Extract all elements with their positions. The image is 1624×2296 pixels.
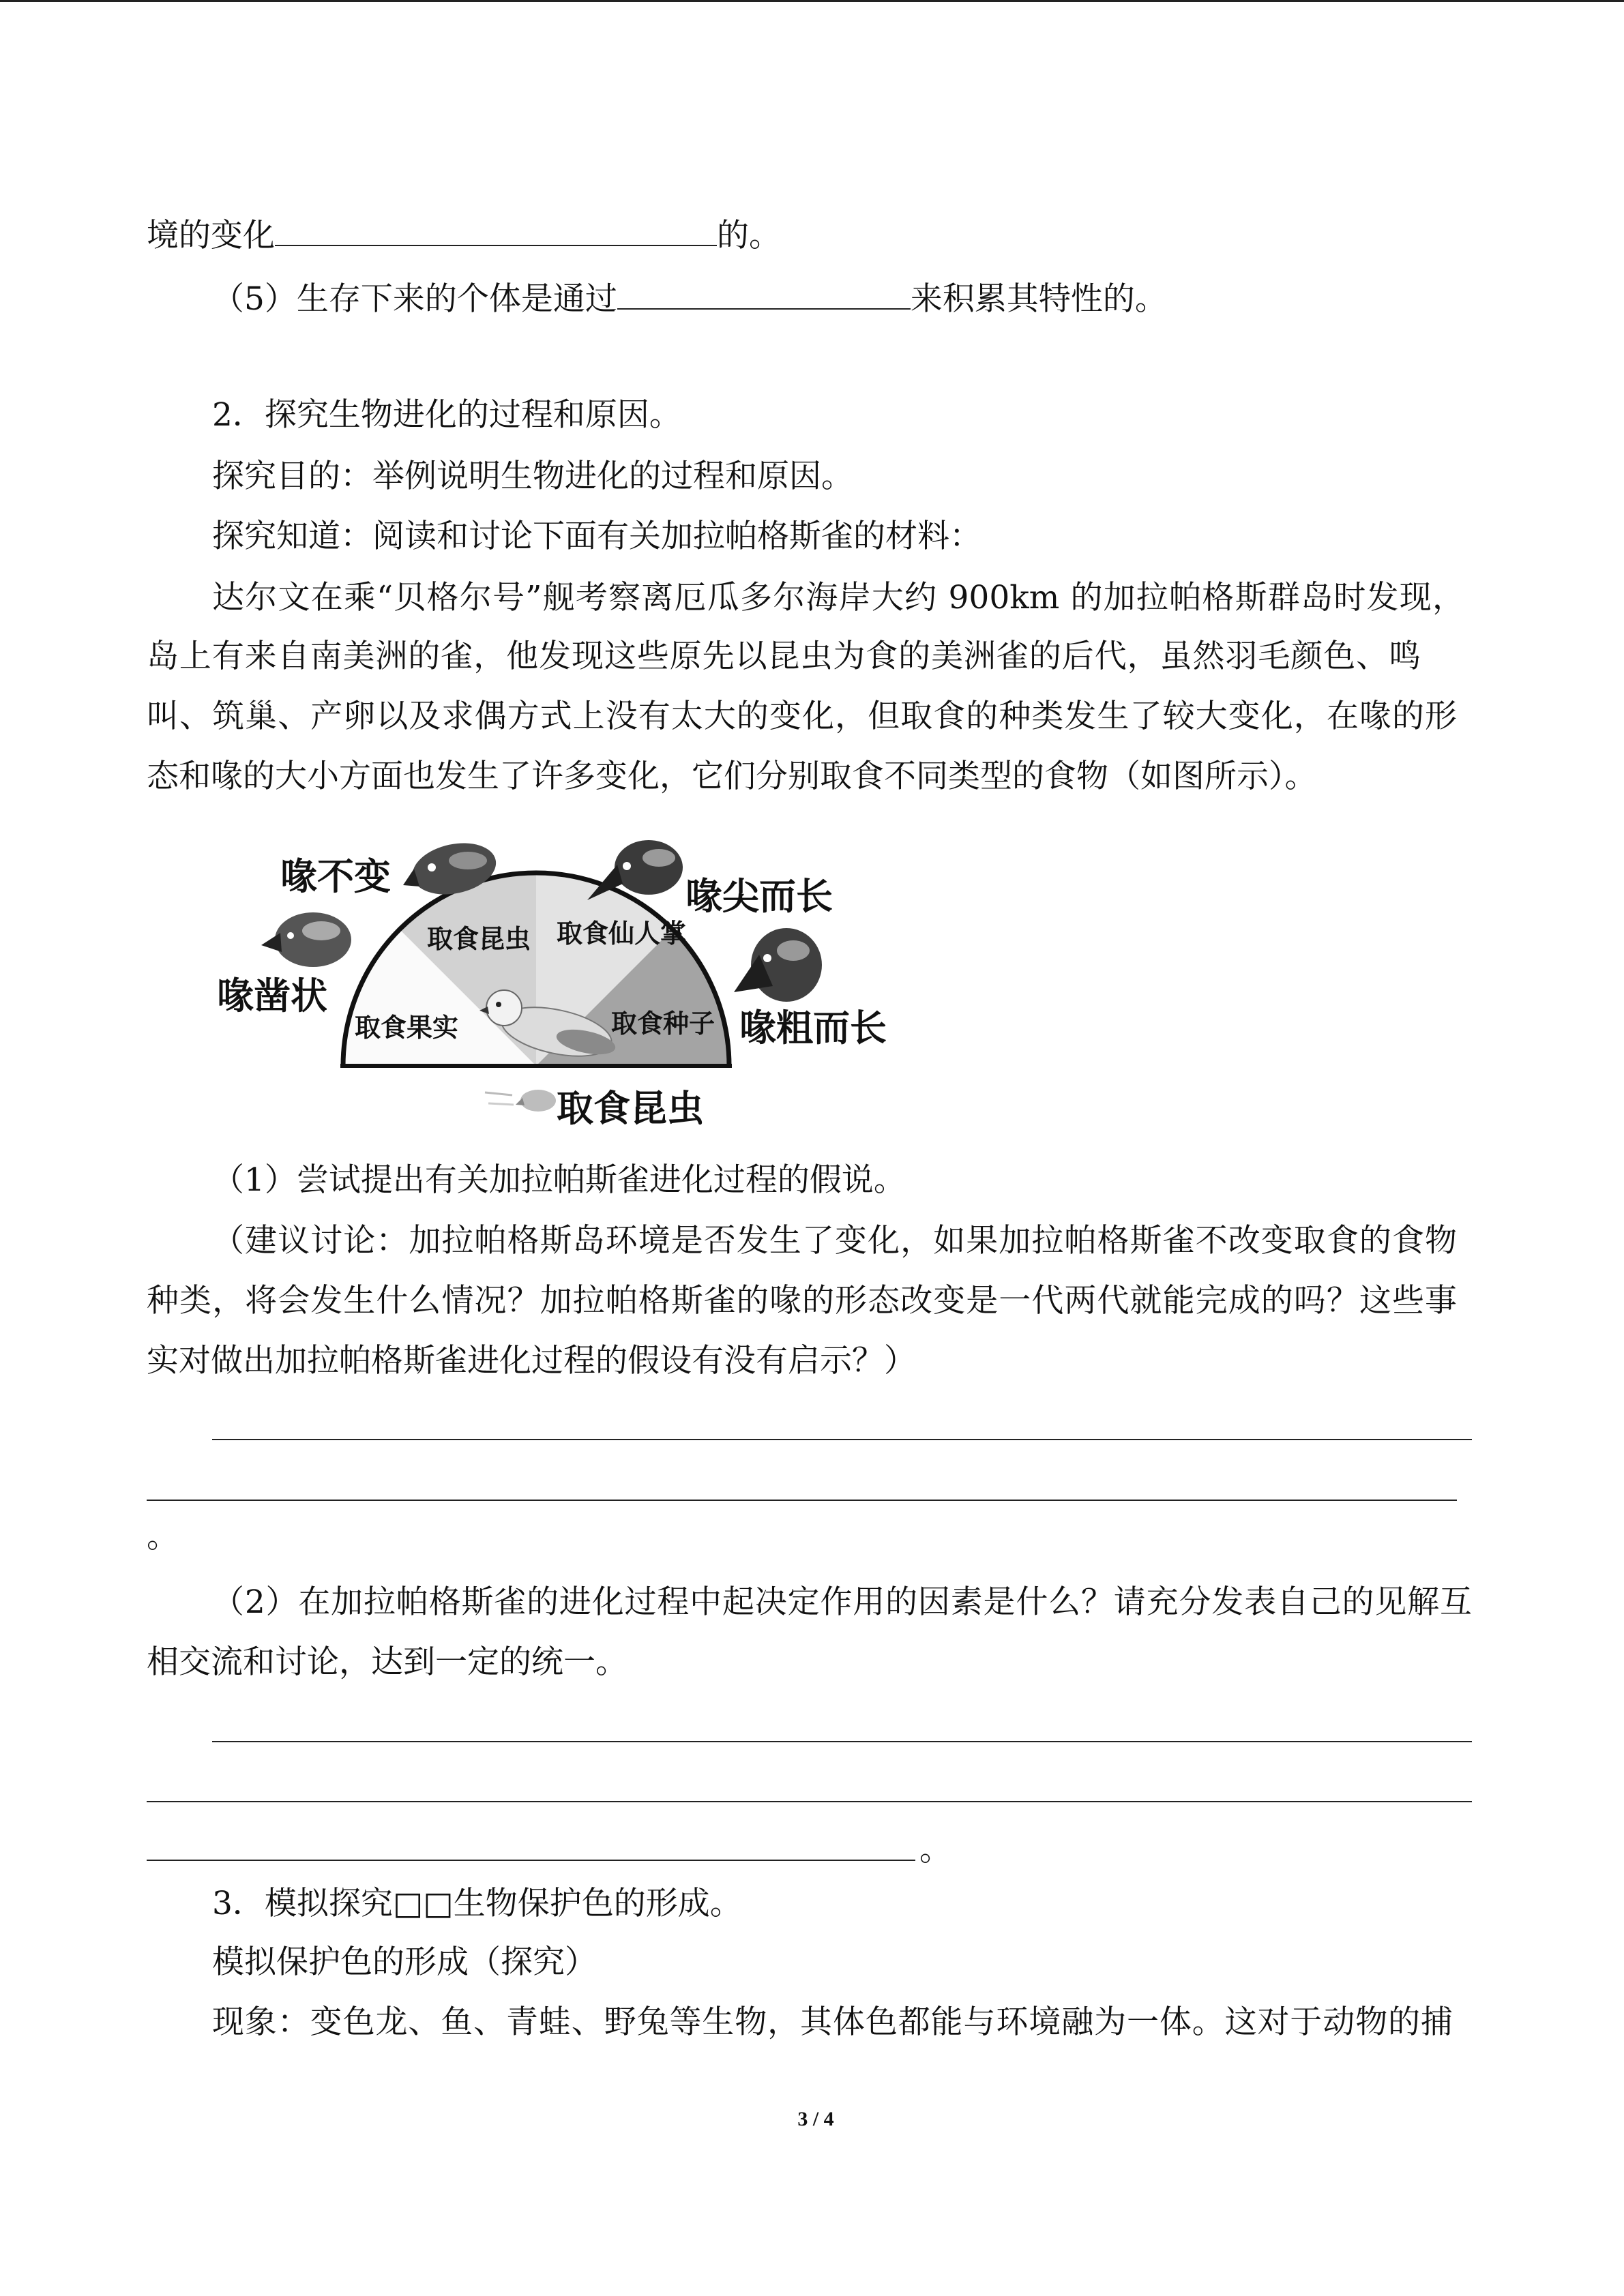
- answer-line: [147, 1500, 1457, 1501]
- fill-in-blank: [275, 215, 717, 246]
- finch-chisel-beak-icon: [261, 912, 351, 967]
- material-line: 态和喙的大小方面也发生了许多变化，它们分别取食不同类型的食物（如图所示）。: [147, 758, 1317, 795]
- finch-pointed-long-beak-icon: [587, 840, 683, 900]
- finch-small-bottom-icon: [485, 1090, 556, 1112]
- page-number: 3 / 4: [797, 2108, 834, 2130]
- q1-line-suffix: 的。: [717, 217, 781, 254]
- section2-purpose: 探究目的：举例说明生物进化的过程和原因。: [212, 458, 853, 495]
- q1-line-prefix: 境的变化: [147, 217, 275, 254]
- section3-phenomenon: 现象：变色龙、鱼、青蛙、野兔等生物，其体色都能与环境融为一体。这对于动物的捕: [212, 2003, 1453, 2041]
- task2-prompt-line: 相交流和讨论，达到一定的统一。: [147, 1643, 628, 1681]
- sector-label-cactus: 取食仙人掌: [557, 919, 687, 949]
- sector-label-fruit: 取食果实: [355, 1013, 459, 1043]
- task1-hint-line: （建议讨论：加拉帕格斯岛环境是否发生了变化，如果加拉帕格斯雀不改变取食的食物: [212, 1222, 1457, 1259]
- finch-beak-figure: [212, 825, 901, 1146]
- beak-label-unchanged: 喙不变: [280, 855, 391, 898]
- finch-thick-long-beak-icon: [734, 928, 822, 1002]
- section3-subtitle: 模拟保护色的形成（探究）: [212, 1943, 597, 1981]
- answer-line: [212, 1439, 1472, 1440]
- task1-prompt: （1）尝试提出有关加拉帕斯雀进化过程的假说。: [212, 1161, 906, 1199]
- q1-item5-suffix: 来积累其特性的。: [910, 280, 1167, 318]
- task1-hint-line: 实对做出加拉帕格斯雀进化过程的假设有没有启示？）: [147, 1342, 916, 1380]
- q1-item5-prefix: （5）生存下来的个体是通过: [212, 280, 617, 318]
- material-line: 岛上有来自南美洲的雀，他发现这些原先以昆虫为食的美洲雀的后代，虽然羽毛颜色、鸣: [147, 638, 1421, 675]
- section3-heading: 3．模拟探究□□生物保护色的形成。: [212, 1885, 742, 1922]
- answer-line: [147, 1860, 915, 1861]
- task1-hint-line: 种类，将会发生什么情况？加拉帕格斯雀的喙的形态改变是一代两代就能完成的吗？这些事: [147, 1282, 1457, 1320]
- answer-line: [212, 1741, 1472, 1742]
- beak-label-pointed-long: 喙尖而长: [685, 875, 833, 918]
- task2-answer-end: 。: [919, 1831, 951, 1868]
- q1-item-5: [212, 278, 1235, 318]
- figure-bottom-label: 取食昆虫: [557, 1087, 704, 1130]
- material-line: 达尔文在乘“贝格尔号”舰考察离厄瓜多尔海岸大约 900km 的加拉帕格斯群岛时发现，: [212, 579, 1464, 616]
- section2-heading: 2．探究生物进化的过程和原因。: [212, 396, 681, 434]
- fill-in-blank: [617, 278, 911, 310]
- answer-line: [147, 1801, 1472, 1802]
- page-top-border: [0, 0, 1624, 2]
- beak-label-thick-long: 喙粗而长: [739, 1007, 887, 1049]
- task1-answer-end: 。: [147, 1518, 179, 1555]
- sector-label-seeds: 取食种子: [611, 1009, 715, 1039]
- section2-guide: 探究知道：阅读和讨论下面有关加拉帕格斯雀的材料：: [212, 518, 981, 555]
- sector-label-insects: 取食昆虫: [427, 924, 531, 954]
- beak-label-chisel: 喙凿状: [217, 974, 327, 1017]
- task2-prompt-line: （2）在加拉帕格斯雀的进化过程中起决定作用的因素是什么？请充分发表自己的见解互: [212, 1583, 1472, 1621]
- finch-diagram: [212, 825, 901, 1146]
- q1-line-environment: [147, 215, 897, 254]
- material-line: 叫、筑巢、产卵以及求偶方式上没有太大的变化，但取食的种类发生了较大变化，在喙的形: [147, 698, 1457, 735]
